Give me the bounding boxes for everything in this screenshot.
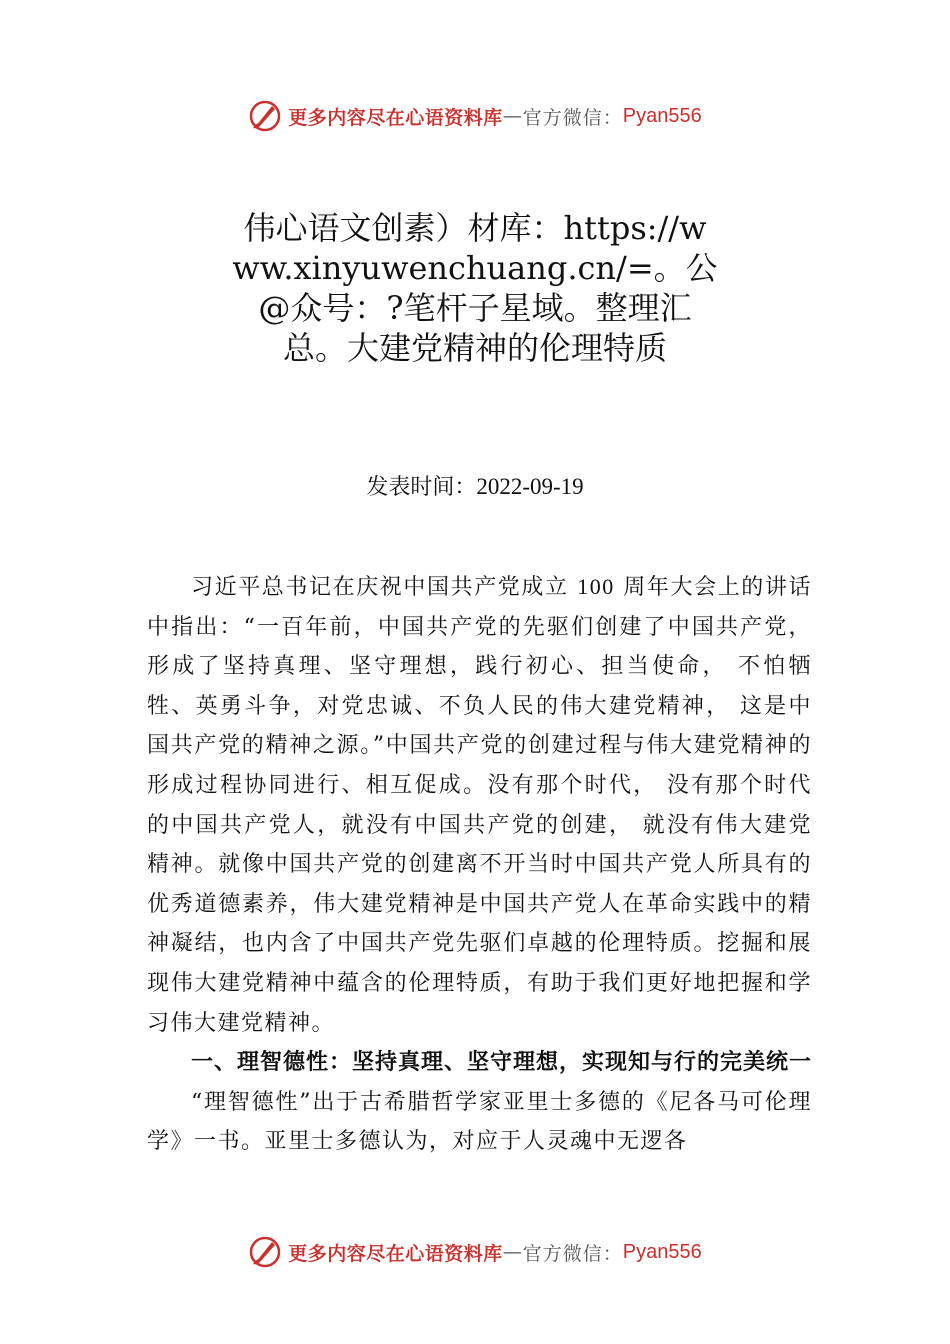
paragraph-1-part-a: 习近平总书记在庆祝中国共产党成立 <box>191 575 578 600</box>
banner-wechat-label: 官方微信： <box>522 106 623 129</box>
footer-wechat-id: Pyan556 <box>622 1240 702 1263</box>
header-banner <box>0 96 950 136</box>
quill-logo-icon <box>248 99 282 133</box>
quill-logo-icon <box>248 1235 282 1269</box>
paragraph-2: “理智德性”出于古希腊哲学家亚里士多德的《尼各马可伦理学》一书。亚里士多德认为，对应于人灵魂中无逻各 <box>147 1089 812 1155</box>
paragraph-1-number: 100 <box>577 574 615 599</box>
paragraph-1-part-b: 周年大会上的讲话中指出：“一百年前，中国共产党的先驱们创建了中国共产党，形成了坚持真理、坚守理想，践行初心、担当使命， 不怕牺牲、英勇斗争，对党忠诚、不负人民的伟大建党精神， 这是中国共产党的精神之源。”中国共产党的创建过程与伟大建党精神的形成过程协同进行、相互促成。没有那个时代， 没有那个时代的中国共产党人，就没有中国共产党的创建， 就没有伟大建党精神。就像中国共产党的创建离不开当时中国共产党人所具有的优秀道德素养，伟大建党精神是中国共产党人在革命实践中的精神凝结，也内含了中国共产党先驱们卓越的伦理特质。挖掘和展现伟大建党精神中蕴含的伦理特质，有助于我们更好地把握和学习伟大建党精神。 <box>147 575 812 1036</box>
footer-slogan: 更多内容尽在心语资料库 <box>288 1242 503 1265</box>
article-body <box>147 567 812 1162</box>
footer-wechat-label: 官方微信： <box>522 1242 623 1265</box>
footer-banner <box>0 1232 950 1272</box>
publish-date <box>0 470 950 501</box>
banner-dash: — <box>502 105 523 127</box>
page-title: 伟心语文创素）材库：https://www.xinyuwenchuang.cn/=。公@众号：?笔杆子星域。整理汇总。大建党精神的伦理特质 <box>232 209 718 367</box>
paragraph-1 <box>147 567 812 1043</box>
publish-date-label: 发表时间： <box>366 475 477 500</box>
section-heading-1: 一、理智德性：坚持真理、坚守理想，实现知与行的完美统一 <box>191 1050 813 1076</box>
banner-slogan: 更多内容尽在心语资料库 <box>288 106 503 129</box>
publish-date-value: 2022-09-19 <box>476 474 584 499</box>
banner-wechat-id: Pyan556 <box>622 104 702 127</box>
footer-dash: — <box>502 1241 523 1263</box>
